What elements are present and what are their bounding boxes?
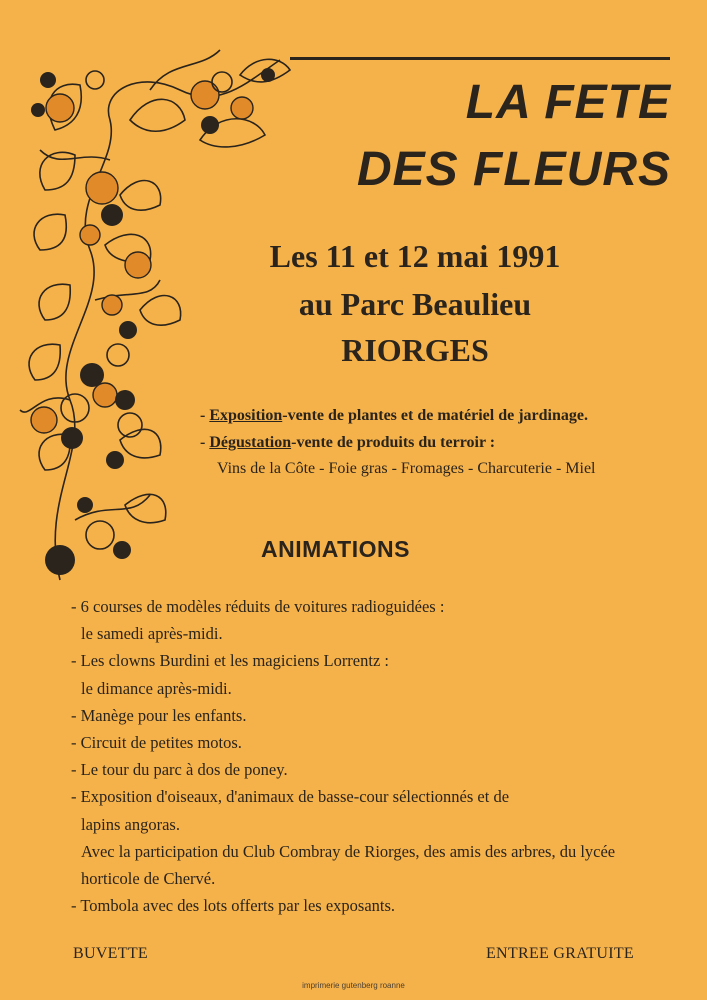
highlight-degustation: - Dégustation-vente de produits du terroir :	[200, 434, 496, 451]
products-list: Vins de la Côte - Foie gras - Fromages - Charcuterie - Miel	[217, 460, 596, 477]
list-item: - Exposition d'oiseaux, d'animaux de basse-cour sélectionnés et de	[71, 787, 510, 807]
list-item: horticole de Chervé.	[81, 868, 216, 888]
list-item: Avec la participation du Club Combray de Riorges, des amis des arbres, du lycée	[81, 841, 616, 861]
animations-heading: ANIMATIONS	[261, 536, 410, 562]
highlight-keyword: Exposition	[209, 407, 283, 424]
highlight-keyword: Dégustation	[209, 434, 292, 451]
list-item: lapins angoras.	[81, 814, 180, 834]
event-venue: au Parc Beaulieu	[298, 286, 532, 322]
title-rule	[290, 57, 670, 60]
event-town: RIORGES	[341, 332, 489, 368]
list-item: le dimance après-midi.	[81, 678, 232, 698]
buvette-label: BUVETTE	[73, 945, 148, 962]
highlight-exposition: - Exposition-vente de plantes et de matériel de jardinage.	[200, 407, 588, 424]
animations-list	[71, 593, 615, 919]
list-item: - Manège pour les enfants.	[71, 705, 247, 725]
list-item: - Tombola avec des lots offerts par les exposants.	[71, 896, 396, 916]
printer-credit: imprimerie gutenberg roanne	[302, 981, 405, 990]
poster-title-line-1: LA FETE	[465, 76, 671, 129]
list-item: - Les clowns Burdini et les magiciens Lorrentz :	[71, 651, 389, 671]
list-item: - 6 courses de modèles réduits de voitures radioguidées :	[71, 597, 445, 616]
list-item: - Le tour du parc à dos de poney.	[71, 760, 288, 780]
poster-title-line-2: DES FLEURS	[356, 143, 671, 196]
list-item: le samedi après-midi.	[81, 624, 223, 644]
event-dates: Les 11 et 12 mai 1991	[269, 238, 561, 274]
entree-gratuite-label: ENTREE GRATUITE	[485, 945, 634, 962]
list-item: - Circuit de petites motos.	[71, 732, 242, 752]
